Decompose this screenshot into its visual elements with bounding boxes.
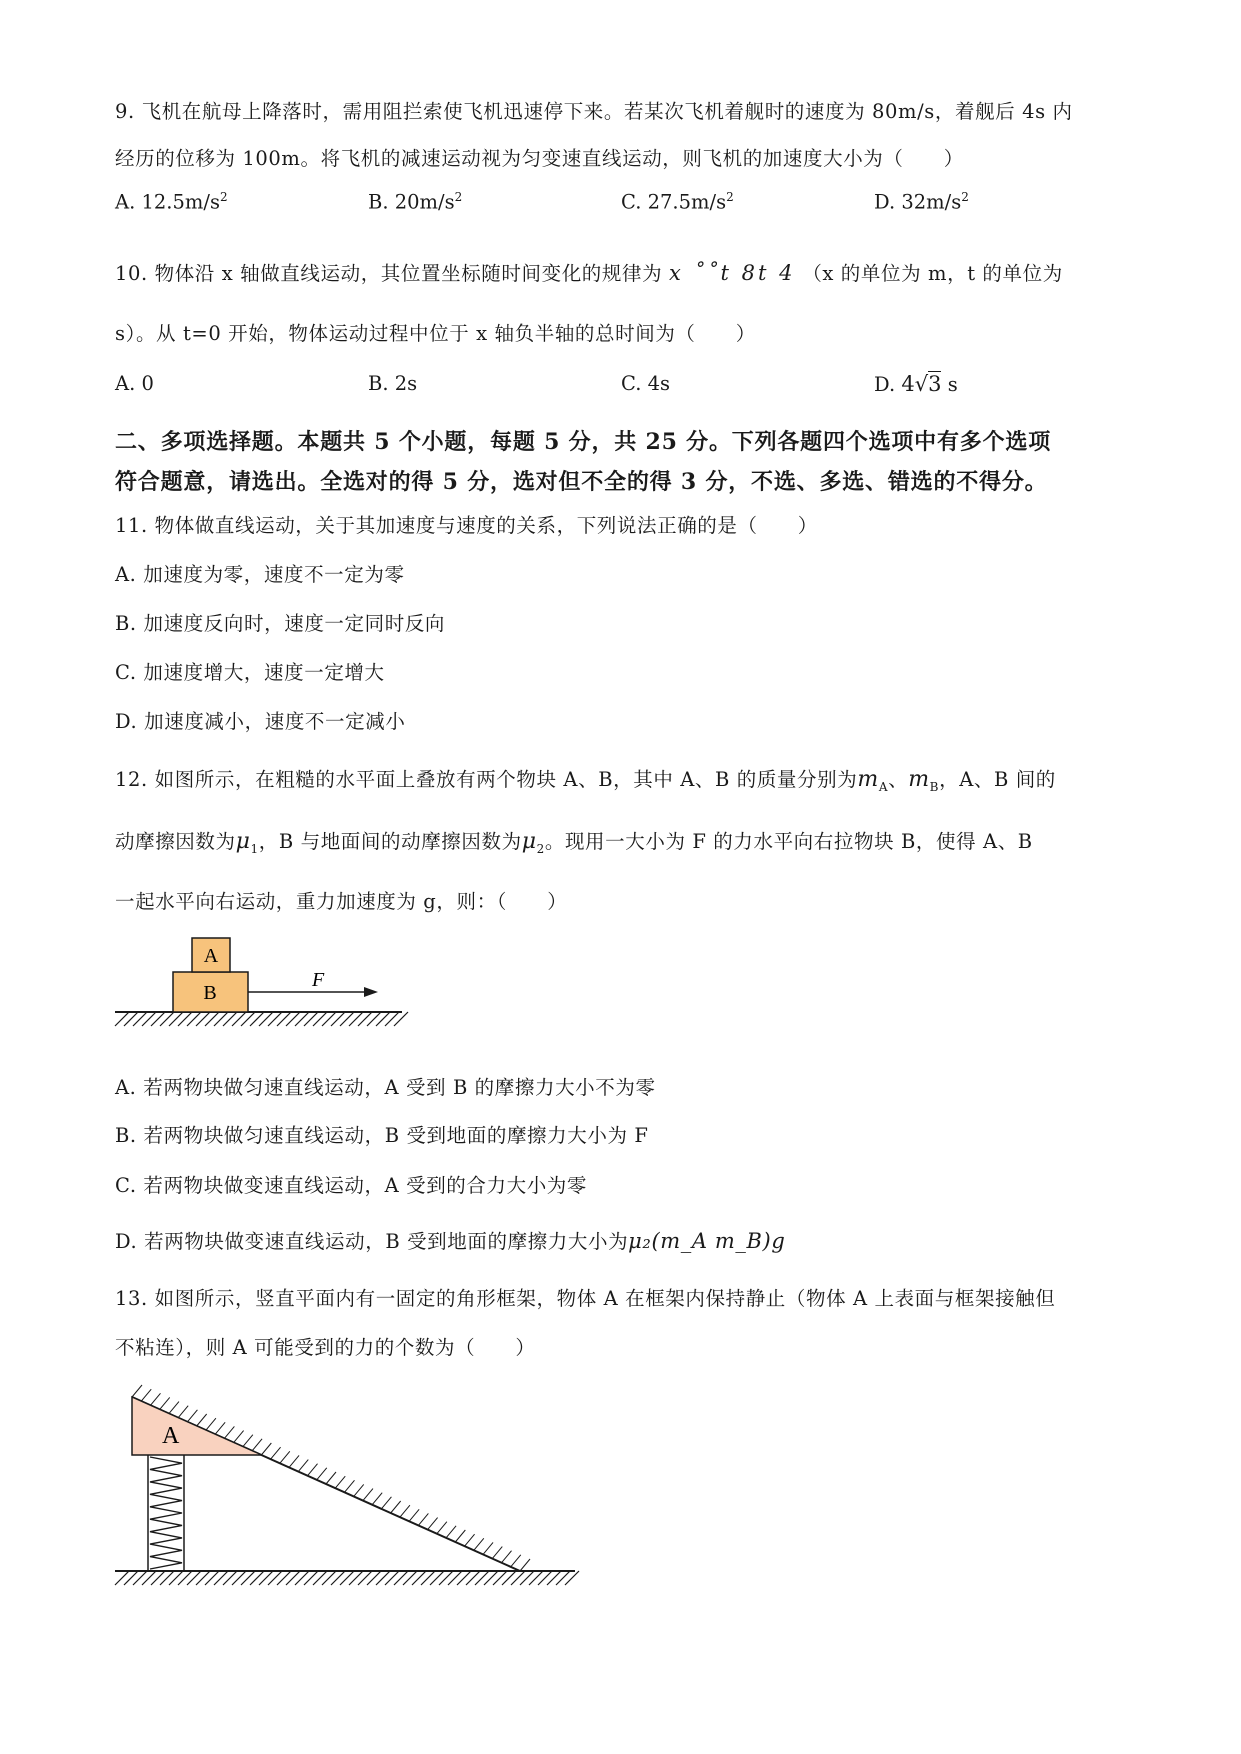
q10-option-d-unit: s <box>947 373 958 396</box>
q12-option-a[interactable]: A. 若两物块做匀速直线运动，A 受到 B 的摩擦力大小不为零 <box>115 1076 656 1099</box>
q13-spring <box>148 1455 184 1571</box>
q10-option-a[interactable]: A. 0 <box>115 372 154 395</box>
q9-option-c-label: C. 27.5m/s <box>621 190 727 214</box>
q10-stem-line1 <box>115 258 1063 286</box>
q13-block-a-label: A <box>162 1423 180 1449</box>
q10-option-c[interactable]: C. 4s <box>621 372 671 395</box>
q9-option-d-sup: 2 <box>961 190 969 204</box>
q9-option-c-sup: 2 <box>726 190 734 204</box>
q12-option-d[interactable] <box>115 1226 785 1254</box>
q12-line2-text: 动摩擦因数为 <box>115 830 236 853</box>
q9-option-b-sup: 2 <box>454 190 463 204</box>
q12-mass-a-sub: A <box>878 779 889 794</box>
q12-force-label: F <box>312 969 325 991</box>
q9-option-c[interactable] <box>621 190 734 214</box>
q9-option-b[interactable] <box>368 190 462 214</box>
q12-line1-end: ，A、B 间的 <box>939 768 1056 791</box>
q10-option-d-radicand: 3 <box>928 372 942 396</box>
q12-mu1: μ <box>235 829 251 854</box>
section2-heading-line2: 符合题意，请选出。全选对的得 5 分，选对但不全的得 3 分，不选、多选、错选的不得分。 <box>115 469 1048 495</box>
q13-block-a <box>132 1397 262 1455</box>
q12-line2-end: 。现用一大小为 F 的力水平向右拉物块 B，使得 A、B <box>544 830 1033 853</box>
q11-option-d[interactable]: D. 加速度减小，速度不一定减小 <box>115 710 406 733</box>
q12-mass-b: m <box>908 767 930 792</box>
q13-stem-line2: 不粘连），则 A 可能受到的力的个数为（ ） <box>115 1336 536 1359</box>
q12-option-c[interactable]: C. 若两物块做变速直线运动，A 受到的合力大小为零 <box>115 1174 588 1197</box>
q10-formula: x ˚˚t 8t 4 <box>669 261 796 285</box>
q12-block-b-label: B <box>203 982 217 1004</box>
q12-mu2-sub: 2 <box>536 841 545 856</box>
q9-stem-line2: 经历的位移为 100m。将飞机的减速运动视为匀变速直线运动，则飞机的加速度大小为（ ） <box>115 147 964 170</box>
q12-option-d-label: D. 若两物块做变速直线运动，B 受到地面的摩擦力大小为 <box>115 1230 629 1253</box>
q11-option-c[interactable]: C. 加速度增大，速度一定增大 <box>115 661 385 684</box>
q12-separator: 、 <box>888 768 909 791</box>
q11-option-b[interactable]: B. 加速度反向时，速度一定同时反向 <box>115 612 446 635</box>
q10-prefix: 10. 物体沿 x 轴做直线运动，其位置坐标随时间变化的规律为 <box>115 262 663 285</box>
q12-option-d-expr: μ₂(m_A m_B)g <box>628 1229 786 1253</box>
q9-option-d-label: D. 32m/s <box>874 190 962 214</box>
q13-ground <box>115 1571 579 1585</box>
q13-stem-line1: 13. 如图所示，竖直平面内有一固定的角形框架，物体 A 在框架内保持静止（物体 A 上表面与框架接触但 <box>115 1287 1056 1310</box>
q12-stem-line1 <box>115 764 1056 794</box>
q11-option-a[interactable]: A. 加速度为零，速度不一定为零 <box>115 563 405 586</box>
q12-mu1-sub: 1 <box>250 841 259 856</box>
q9-stem-line1: 9. 飞机在航母上降落时，需用阻拦索使飞机迅速停下来。若某次飞机着舰时的速度为 80m/s，着舰后 4s 内 <box>115 100 1073 123</box>
q12-mass-a: m <box>857 767 879 792</box>
q10-suffix: （x 的单位为 m，t 的单位为 <box>802 262 1063 285</box>
q12-stem-line3: 一起水平向右运动，重力加速度为 g，则：（ ） <box>115 890 568 913</box>
q13-figure <box>110 1375 580 1605</box>
q12-line1-text: 12. 如图所示，在粗糙的水平面上叠放有两个物块 A、B，其中 A、B 的质量分别为 <box>115 768 858 791</box>
q12-stem-line2 <box>115 826 1033 856</box>
q11-stem: 11. 物体做直线运动，关于其加速度与速度的关系，下列说法正确的是（ ） <box>115 514 818 537</box>
q12-mass-b-sub: B <box>929 779 940 794</box>
q12-force-arrowhead <box>364 987 378 997</box>
q9-option-d[interactable] <box>874 190 969 214</box>
q10-option-d[interactable]: D. 4√3 s <box>874 372 958 396</box>
q9-option-a-sup: 2 <box>219 190 228 204</box>
q9-option-a-label: A. 12.5m/s <box>115 190 220 214</box>
q13-incline-hatch <box>132 1385 530 1571</box>
q10-stem-line2: s）。从 t=0 开始，物体运动过程中位于 x 轴负半轴的总时间为（ ） <box>115 322 756 345</box>
q12-figure <box>110 930 410 1030</box>
section2-heading-line1: 二、多项选择题。本题共 5 个小题，每题 5 分，共 25 分。下列各题四个选项中有多个选项 <box>115 429 1051 455</box>
q12-option-b[interactable]: B. 若两物块做匀速直线运动，B 受到地面的摩擦力大小为 F <box>115 1124 649 1147</box>
q12-ground <box>115 1012 408 1026</box>
q10-option-d-coef: 4 <box>901 372 915 396</box>
q12-mu2: μ <box>521 829 537 854</box>
q9-option-a[interactable] <box>115 190 228 214</box>
q10-option-d-label: D. <box>874 373 902 396</box>
q9-option-b-label: B. 20m/s <box>368 190 455 214</box>
q12-block-a-label: A <box>203 945 219 967</box>
q12-line2-mid: ，B 与地面间的动摩擦因数为 <box>258 830 522 853</box>
q10-option-b[interactable]: B. 2s <box>368 372 418 395</box>
